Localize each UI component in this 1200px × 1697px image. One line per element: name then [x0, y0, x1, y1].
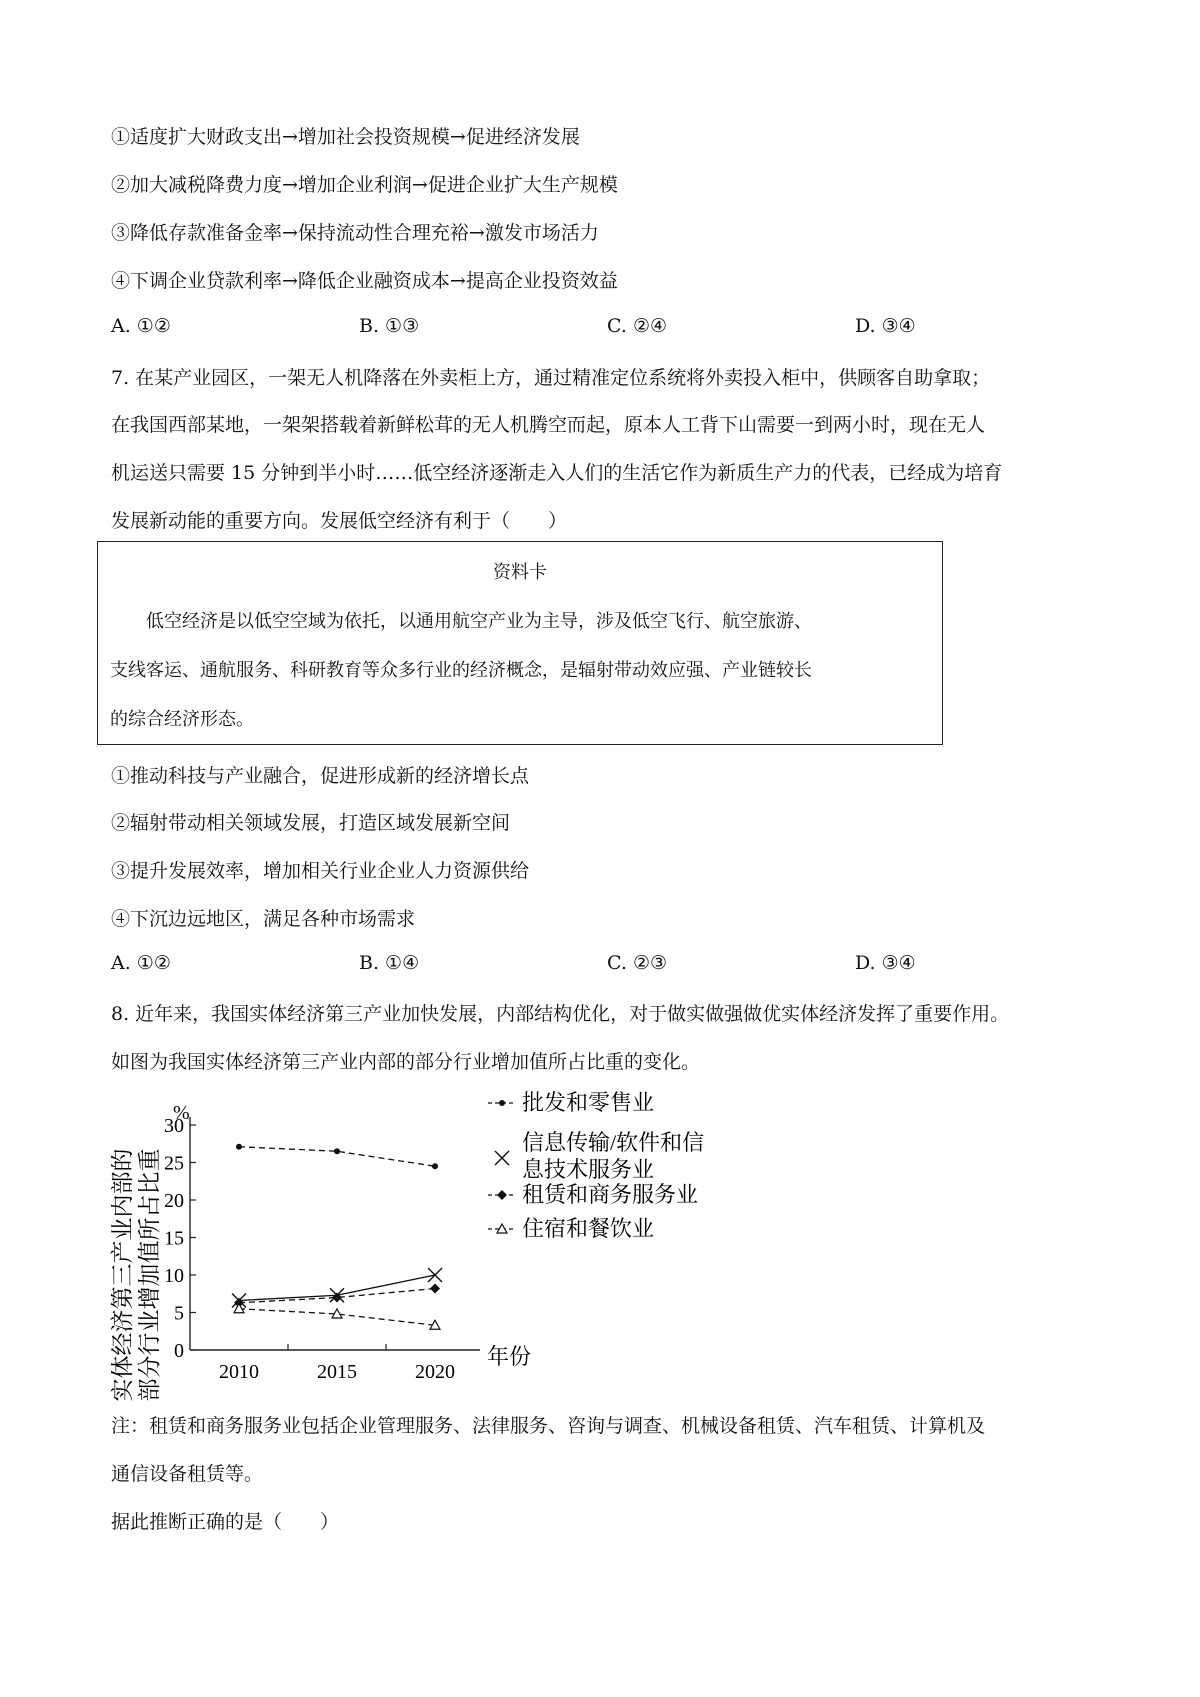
q6-option-4: ④下调企业贷款利率→降低企业融资成本→提高企业投资效益: [111, 270, 618, 292]
chart-series: [232, 1144, 442, 1330]
y-tick-label: 10: [164, 1265, 184, 1287]
q8-stem-line-1: 8. 近年来，我国实体经济第三产业加快发展，内部结构优化，对于做实做强做优实体经济发挥了重要作用。: [111, 1003, 1010, 1025]
legend-marker: [497, 1190, 507, 1200]
x-tick-label: 2010: [219, 1361, 259, 1383]
q7-choice-a[interactable]: A. ①②: [111, 952, 171, 974]
q8-stem-line-2: 如图为我国实体经济第三产业内部的部分行业增加值所占比重的变化。: [111, 1051, 701, 1073]
info-card: [97, 541, 943, 745]
y-axis-title-line-1: 实体经济第三产业内部的: [110, 1148, 135, 1402]
q7-option-2: ②辐射带动相关领域发展，打造区域发展新空间: [111, 812, 511, 834]
y-tick-label: 25: [164, 1152, 184, 1175]
legend-label: 住宿和餐饮业: [522, 1216, 655, 1241]
y-tick-label: 15: [164, 1227, 184, 1250]
series-1-point: [334, 1148, 340, 1154]
chart-ticks: [164, 1115, 455, 1383]
q8-note-line-2: 通信设备租赁等。: [111, 1463, 264, 1485]
q7-option-1: ①推动科技与产业融合，促进形成新的经济增长点: [111, 765, 530, 787]
y-axis-title-line-2: 部分行业增加值所占比重: [137, 1148, 162, 1402]
info-card-line-1: 低空经济是以低空空域为依托，以通用航空产业为主导，涉及低空飞行、航空旅游、: [110, 611, 812, 632]
y-tick-label: 30: [164, 1115, 184, 1137]
q6-option-2: ②加大减税降费力度→增加企业利润→促进企业扩大生产规模: [111, 174, 618, 196]
y-axis-unit: %: [173, 1102, 190, 1124]
y-tick-label: 5: [174, 1302, 184, 1325]
q7-stem-line-2: 在我国西部某地，一架架搭载着新鲜松茸的无人机腾空而起，原本人工背下山需要一到两小时，现在无人: [111, 414, 986, 436]
legend-entry-1: [488, 1090, 654, 1115]
legend-entry-3: [488, 1182, 698, 1207]
q7-option-3: ③提升发展效率，增加相关行业企业人力资源供给: [111, 860, 530, 882]
series-3-point: [430, 1284, 440, 1294]
legend-entry-2: [495, 1130, 704, 1182]
q6-choices: [111, 315, 1111, 345]
q6-choice-b[interactable]: B. ①③: [359, 315, 420, 337]
legend-label: 批发和零售业: [522, 1090, 655, 1115]
legend-entry-4: [488, 1216, 654, 1241]
q7-choice-d[interactable]: D. ③④: [855, 952, 916, 974]
legend-label: 租赁和商务服务业: [522, 1182, 699, 1207]
series-4-point: [234, 1304, 244, 1313]
legend-marker: [499, 1100, 505, 1106]
q7-stem-line-1: 7. 在某产业园区，一架无人机降落在外卖柜上方，通过精准定位系统将外卖投入柜中，供顾客自助拿取；: [111, 367, 991, 389]
info-card-line-2: 支线客运、通航服务、科研教育等众多行业的经济概念，是辐射带动效应强、产业链较长: [110, 660, 812, 681]
x-axis-title: 年份: [487, 1344, 532, 1369]
series-1-point: [432, 1163, 438, 1169]
legend-marker: [495, 1151, 509, 1165]
y-tick-label: 20: [164, 1190, 184, 1212]
y-tick-label: 0: [174, 1340, 184, 1362]
industry-share-chart: [100, 1075, 740, 1405]
q7-choices: [111, 952, 1111, 982]
chart-legend: [488, 1090, 704, 1241]
y-axis-title: [110, 1149, 162, 1402]
x-tick-label: 2020: [415, 1361, 455, 1383]
info-card-title: 资料卡: [493, 562, 547, 583]
q7-stem-line-3: 机运送只需要 15 分钟到半小时……低空经济逐渐走入人们的生活它作为新质生产力的代表，已经成为培育: [111, 462, 1003, 484]
series-1-point: [236, 1144, 242, 1150]
x-tick-label: 2015: [317, 1361, 357, 1383]
series-2-point: [428, 1268, 442, 1282]
q6-choice-c[interactable]: C. ②④: [607, 315, 668, 337]
legend-label: 信息传输/软件和信: [522, 1130, 705, 1155]
q6-option-1: ①适度扩大财政支出→增加社会投资规模→促进经济发展: [111, 126, 580, 148]
q8-note-line-1: 注：租赁和商务服务业包括企业管理服务、法律服务、咨询与调查、机械设备租赁、汽车租赁、计算机及: [111, 1415, 986, 1437]
q7-option-4: ④下沉边远地区，满足各种市场需求: [111, 908, 416, 930]
q6-choice-d[interactable]: D. ③④: [855, 315, 916, 337]
info-card-line-3: 的综合经济形态。: [110, 709, 254, 730]
q6-option-3: ③降低存款准备金率→保持流动性合理充裕→激发市场活力: [111, 222, 599, 244]
q8-question: 据此推断正确的是（ ）: [111, 1511, 340, 1533]
legend-label: 息技术服务业: [522, 1157, 655, 1182]
q7-choice-b[interactable]: B. ①④: [359, 952, 420, 974]
q7-stem-line-4: 发展新动能的重要方向。发展低空经济有利于（ ）: [111, 510, 568, 532]
q6-choice-a[interactable]: A. ①②: [111, 315, 171, 337]
q7-choice-c[interactable]: C. ②③: [607, 952, 668, 974]
